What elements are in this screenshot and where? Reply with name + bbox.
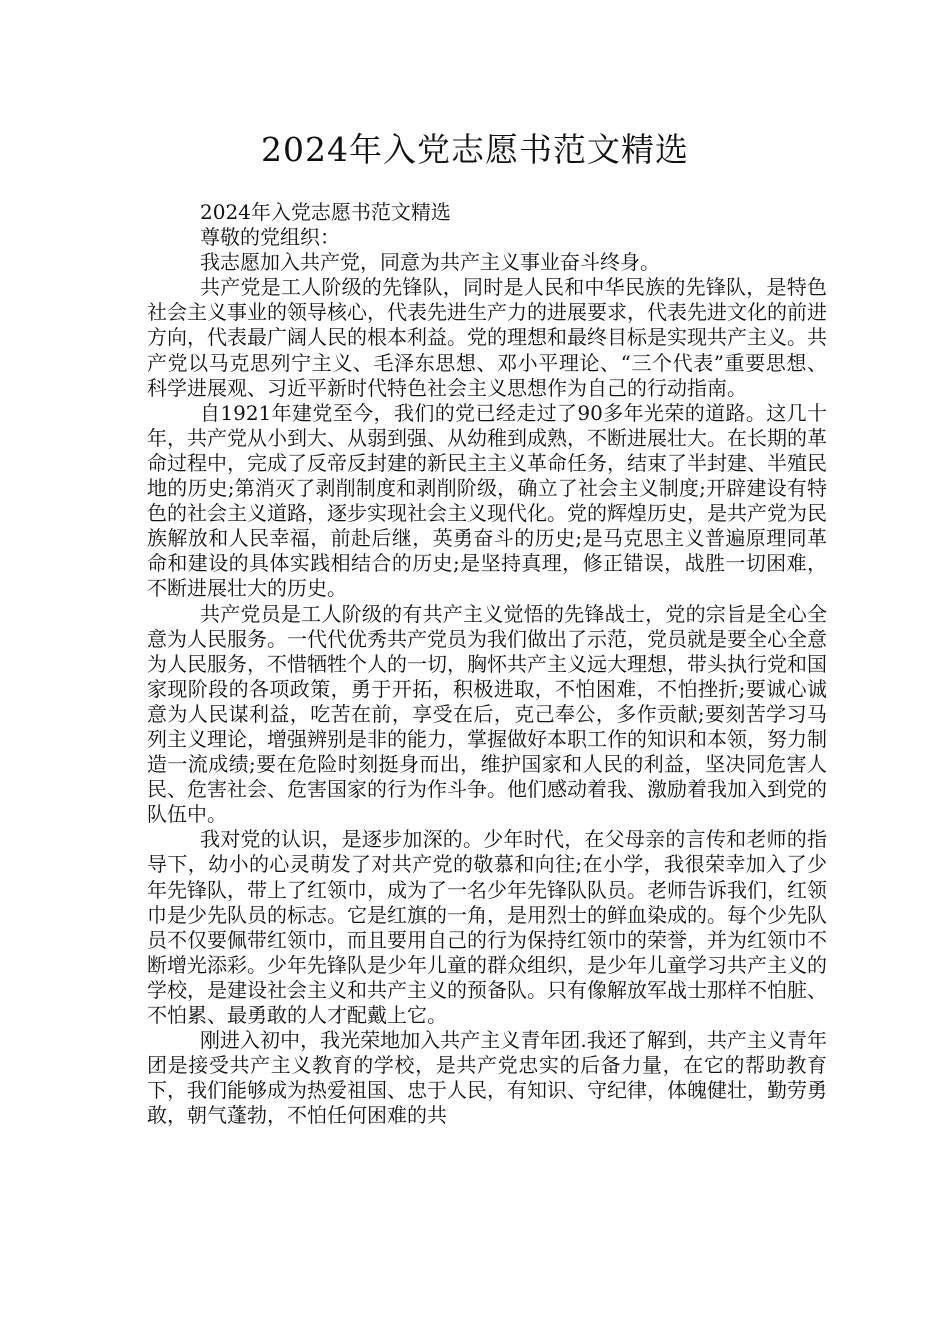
body-paragraph: 我对党的认识，是逐步加深的。少年时代，在父母亲的言传和老师的指导下，幼小的心灵萌发了对共产党的敬慕和向往;在小学，我很荣幸加入了少年先锋队，带上了红领巾，成为了一名少年先锋队队员。老师告诉我们，红领巾是少先队员的标志。它是红旗的一角，是用烈士的鲜血染成的。每个少先队员不仅要佩带红领巾，而且要用自己的行为保持红领巾的荣誉，并为红领巾不断增光添彩。少年先锋队是少年儿童的群众组织，是少年儿童学习共产主义的学校，是建设社会主义和共产主义的预备队。只有像解放军战士那样不怕脏、不怕累、最勇敢的人才配戴上它。 bbox=[147, 827, 827, 1027]
document-body bbox=[147, 200, 827, 1128]
body-paragraph: 自1921年建党至今，我们的党已经走过了90多年光荣的道路。这几十年，共产党从小到大、从弱到强、从幼稚到成熟，不断进展壮大。在长期的革命过程中，完成了反帝反封建的新民主主义革命任务，结束了半封建、半殖民地的历史;第消灭了剥削制度和剥削阶级，确立了社会主义制度;开辟建设有特色的社会主义道路，逐步实现社会主义现代化。党的辉煌历史，是共产党为民族解放和人民幸福，前赴后继，英勇奋斗的历史;是马克思主义普遍原理同革命和建设的具体实践相结合的历史;是坚持真理，修正错误，战胜一切困难，不断进展壮大的历史。 bbox=[147, 400, 827, 601]
document-title: 2024年入党志愿书范文精选 bbox=[261, 130, 689, 169]
body-paragraph: 我志愿加入共产党，同意为共产主义事业奋斗终身。 bbox=[200, 250, 660, 275]
salutation: 尊敬的党组织： bbox=[200, 225, 340, 250]
body-paragraph: 共产党是工人阶级的先锋队，同时是人民和中华民族的先锋队，是特色社会主义事业的领导核心，代表先进生产力的进展要求，代表先进文化的前进方向，代表最广阔人民的根本利益。党的理想和最终目标是实现共产主义。共产党以马克思列宁主义、毛泽东思想、邓小平理论、“三个代表”重要思想、科学进展观、习近平新时代特色社会主义思想作为自己的行动指南。 bbox=[147, 275, 827, 400]
body-paragraph: 共产党员是工人阶级的有共产主义觉悟的先锋战士，党的宗旨是全心全意为人民服务。一代代优秀共产党员为我们做出了示范，党员就是要全心全意为人民服务，不惜牺牲个人的一切，胸怀共产主义远大理想，带头执行党和国家现阶段的各项政策，勇于开拓，积极进取，不怕困难，不怕挫折;要诚心诚意为人民谋利益，吃苦在前，享受在后，克己奉公，多作贡献;要刻苦学习马列主义理论，增强辨别是非的能力，掌握做好本职工作的知识和本领，努力制造一流成绩;要在危险时刻挺身而出，维护国家和人民的利益，坚决同危害人民、危害社会、危害国家的行为作斗争。他们感动着我、激励着我加入到党的队伍中。 bbox=[147, 601, 827, 827]
body-paragraph-heading: 2024年入党志愿书范文精选 bbox=[200, 200, 451, 224]
body-paragraph: 刚进入初中，我光荣地加入共产主义青年团.我还了解到，共产主义青年团是接受共产主义教育的学校，是共产党忠实的后备力量，在它的帮助教育下，我们能够成为热爱祖国、忠于人民，有知识、守纪律，体魄健壮，勤劳勇敢，朝气蓬勃，不怕任何困难的共 bbox=[147, 1028, 827, 1128]
